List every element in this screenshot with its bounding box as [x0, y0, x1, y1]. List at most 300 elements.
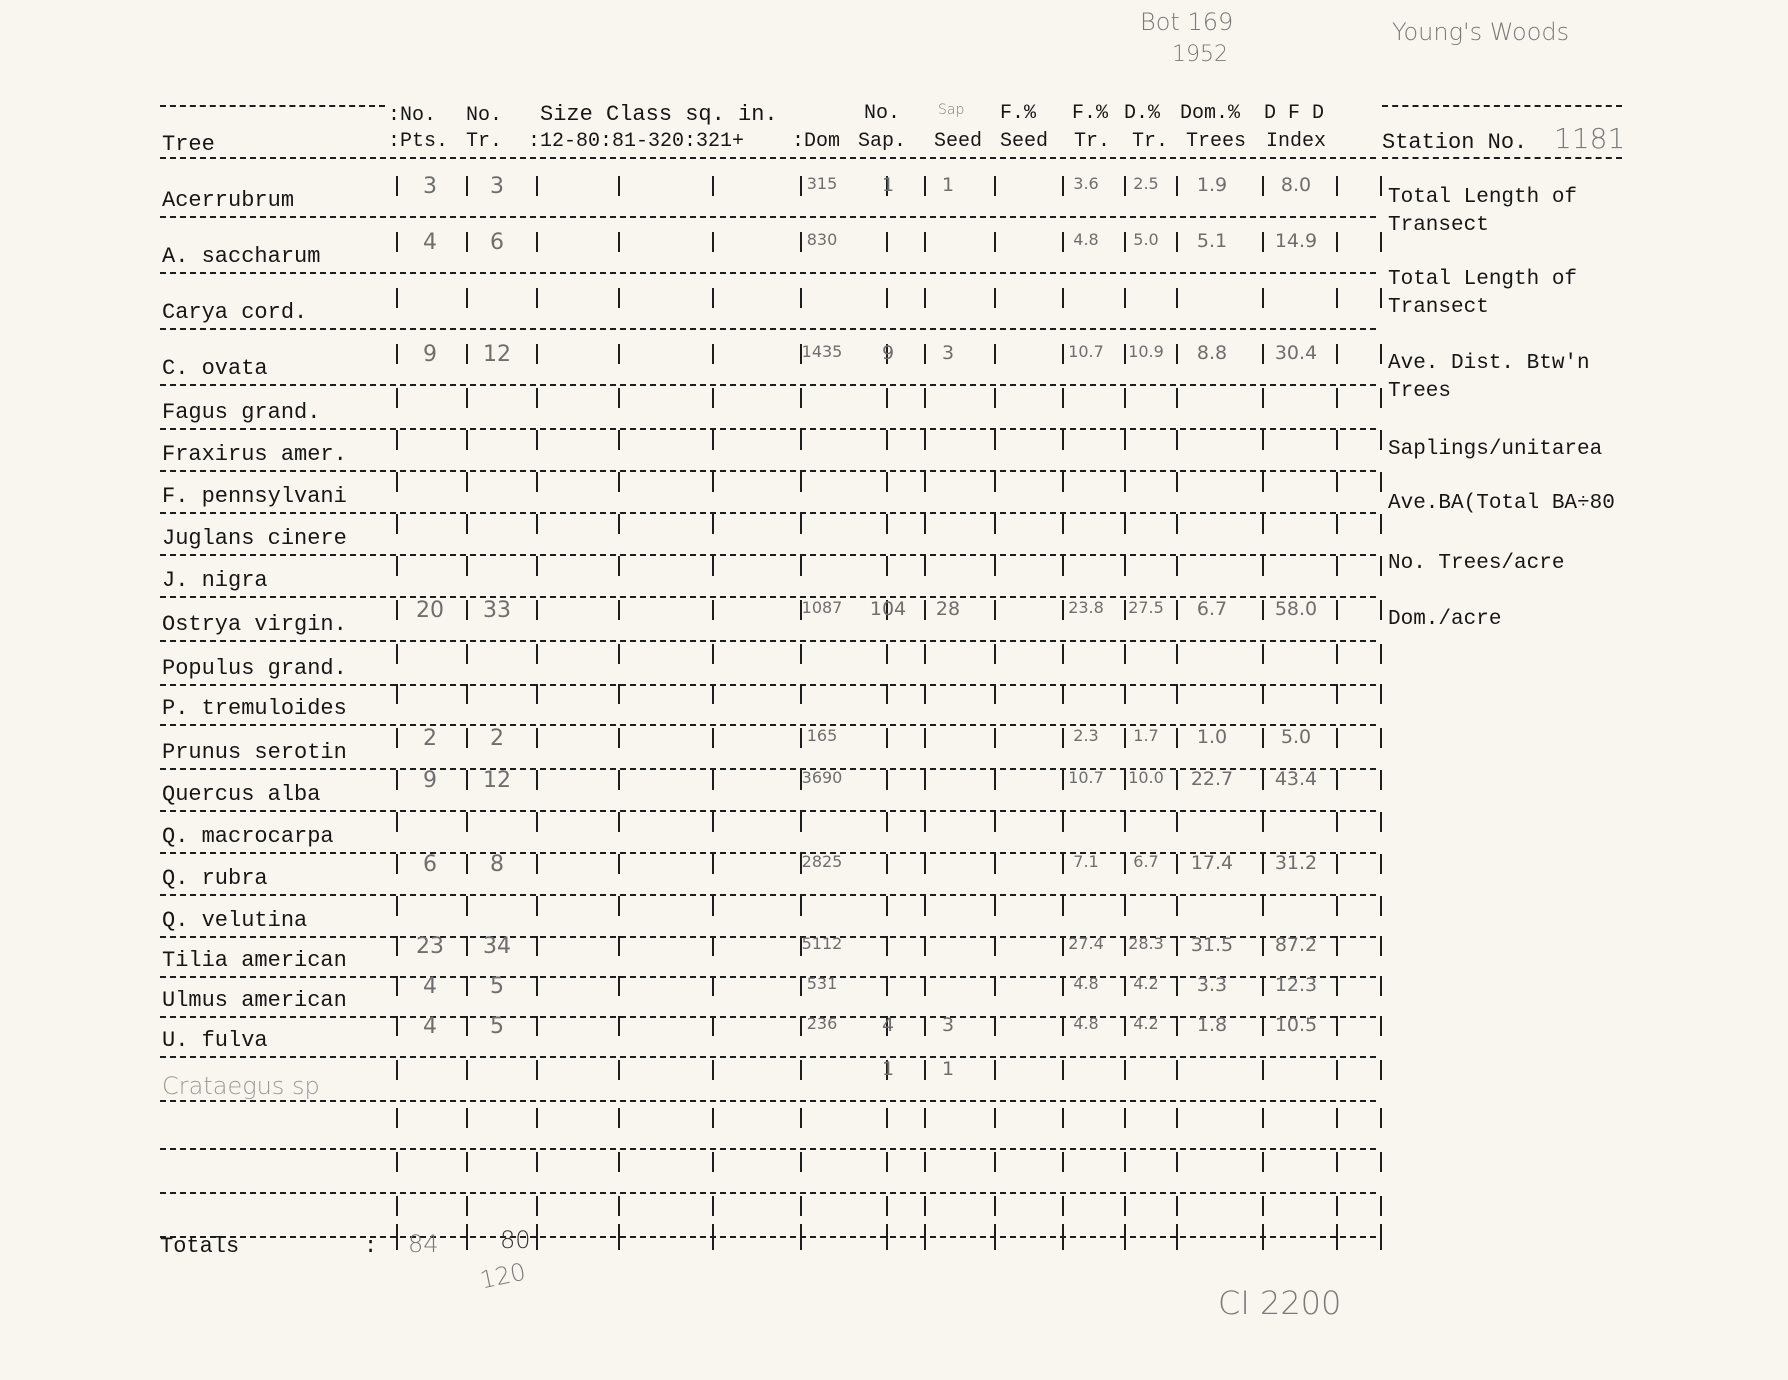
column-tick: [924, 1152, 926, 1172]
column-tick: [1336, 936, 1338, 956]
column-tick: [712, 770, 714, 790]
column-tick: [1062, 344, 1064, 364]
tree-name: J. nigra: [162, 568, 268, 593]
column-tick: [466, 472, 468, 492]
cell-domt: 5.1: [1196, 230, 1228, 252]
column-tick: [1262, 388, 1264, 408]
cell-idx: 31.2: [1274, 852, 1318, 874]
cell-tr: 6: [490, 230, 504, 255]
column-tick: [1262, 556, 1264, 576]
column-tick: [1380, 1196, 1382, 1216]
totals-tick: [800, 1224, 802, 1250]
column-tick: [1124, 728, 1126, 748]
column-tick: [1124, 232, 1126, 252]
column-tick: [1380, 812, 1382, 832]
column-tick: [618, 288, 620, 308]
column-tick: [924, 600, 926, 620]
col-header-d-tr-1: D.%: [1124, 102, 1161, 125]
cell-dom: 165: [806, 726, 838, 745]
column-tick: [618, 854, 620, 874]
summary-label: Dom./acre: [1388, 608, 1502, 631]
column-tick: [1380, 684, 1382, 704]
row-rule: [160, 554, 1376, 556]
column-tick: [466, 514, 468, 534]
station-label: Station No.: [1382, 130, 1528, 155]
column-tick: [536, 514, 538, 534]
column-tick: [886, 976, 888, 996]
column-tick: [466, 936, 468, 956]
column-tick: [1336, 1108, 1338, 1128]
column-tick: [712, 896, 714, 916]
summary-label: Total Length of Transect: [1388, 268, 1578, 319]
cell-sap: 1: [881, 1058, 895, 1080]
column-tick: [924, 344, 926, 364]
cell-dtr: 6.7: [1133, 852, 1159, 871]
row-rule: [160, 894, 1376, 896]
column-tick: [1176, 232, 1178, 252]
column-tick: [712, 728, 714, 748]
column-tick: [618, 472, 620, 492]
cell-dom: 2825: [801, 852, 843, 871]
col-header-no-pts-2: :Pts.: [388, 130, 449, 153]
col-header-d-tr-2: Tr.: [1132, 130, 1169, 153]
column-tick: [712, 1016, 714, 1036]
column-tick: [1336, 344, 1338, 364]
column-tick: [994, 976, 996, 996]
column-tick: [618, 684, 620, 704]
column-tick: [1336, 1016, 1338, 1036]
column-tick: [536, 430, 538, 450]
column-tick: [1062, 854, 1064, 874]
totals-tick: [536, 1224, 538, 1250]
cell-dtr: 28.3: [1128, 934, 1164, 953]
column-tick: [1336, 812, 1338, 832]
column-tick: [1062, 1152, 1064, 1172]
column-tick: [1124, 812, 1126, 832]
column-tick: [1176, 936, 1178, 956]
column-tick: [1176, 684, 1178, 704]
column-tick: [800, 1016, 802, 1036]
column-tick: [1380, 514, 1382, 534]
column-tick: [712, 854, 714, 874]
tree-name: A. saccharum: [162, 244, 321, 269]
column-tick: [1336, 430, 1338, 450]
column-tick: [1176, 556, 1178, 576]
column-tick: [1336, 556, 1338, 576]
column-tick: [1262, 1152, 1264, 1172]
row-rule: [160, 1056, 1376, 1058]
right-top-rule: [1382, 105, 1622, 107]
column-tick: [712, 430, 714, 450]
cell-tr: 12: [483, 342, 511, 367]
cell-sap: 104: [869, 598, 907, 620]
cell-idx: 8.0: [1280, 174, 1312, 196]
column-tick: [1380, 600, 1382, 620]
totals-colon: :: [364, 1234, 378, 1259]
column-tick: [886, 812, 888, 832]
totals-tick: [396, 1224, 398, 1250]
column-tick: [536, 1108, 538, 1128]
column-tick: [994, 232, 996, 252]
column-tick: [466, 854, 468, 874]
cell-domt: 1.8: [1196, 1014, 1228, 1036]
cell-dtr: 10.0: [1128, 768, 1164, 787]
cell-dom: 1435: [801, 342, 843, 361]
column-tick: [1062, 644, 1064, 664]
cell-idx: 12.3: [1274, 974, 1318, 996]
column-tick: [1176, 1152, 1178, 1172]
column-tick: [1176, 1060, 1178, 1080]
cell-idx: 5.0: [1280, 726, 1312, 748]
cell-ftr: 27.4: [1068, 934, 1104, 953]
row-rule: [160, 684, 1376, 686]
column-tick: [1062, 1196, 1064, 1216]
column-tick: [1176, 812, 1178, 832]
column-tick: [396, 770, 398, 790]
column-tick: [924, 1060, 926, 1080]
cell-pts: 3: [423, 174, 437, 199]
column-tick: [712, 684, 714, 704]
cell-idx: 14.9: [1274, 230, 1318, 252]
column-tick: [1062, 556, 1064, 576]
cell-pts: 4: [423, 974, 437, 999]
col-header-tree: Tree: [162, 132, 215, 157]
column-tick: [466, 1196, 468, 1216]
column-tick: [994, 556, 996, 576]
row-rule: [160, 640, 1376, 642]
column-tick: [1262, 1060, 1264, 1080]
column-tick: [536, 288, 538, 308]
row-rule: [160, 1236, 1376, 1238]
col-header-no-pts-1: :No.: [388, 104, 437, 127]
column-tick: [536, 388, 538, 408]
cell-seed: 3: [941, 342, 955, 364]
column-tick: [994, 770, 996, 790]
column-tick: [536, 176, 538, 196]
column-tick: [396, 812, 398, 832]
column-tick: [1176, 288, 1178, 308]
column-tick: [712, 514, 714, 534]
cell-dom: 830: [806, 230, 838, 249]
totals-pts: 84: [408, 1230, 439, 1258]
column-tick: [396, 514, 398, 534]
cell-dtr: 27.5: [1128, 598, 1164, 617]
column-tick: [396, 728, 398, 748]
column-tick: [396, 472, 398, 492]
column-tick: [886, 854, 888, 874]
column-tick: [1176, 728, 1178, 748]
column-tick: [712, 344, 714, 364]
column-tick: [924, 1016, 926, 1036]
cell-tr: 34: [483, 934, 511, 959]
cell-ftr: 2.3: [1073, 726, 1099, 745]
column-tick: [1380, 770, 1382, 790]
column-tick: [886, 472, 888, 492]
cell-tr: 5: [490, 1014, 504, 1039]
column-tick: [1336, 1060, 1338, 1080]
column-tick: [1380, 556, 1382, 576]
tree-name: Fagus grand.: [162, 400, 321, 425]
column-tick: [396, 388, 398, 408]
column-tick: [924, 644, 926, 664]
cell-pts: 9: [423, 342, 437, 367]
column-tick: [1062, 514, 1064, 534]
column-tick: [800, 232, 802, 252]
column-tick: [886, 388, 888, 408]
cell-domt: 3.3: [1196, 974, 1228, 996]
column-tick: [1336, 388, 1338, 408]
column-tick: [536, 232, 538, 252]
cell-dom: 3690: [801, 768, 843, 787]
column-tick: [1124, 936, 1126, 956]
cell-tr: 12: [483, 768, 511, 793]
tree-name: Q. rubra: [162, 866, 268, 891]
column-tick: [396, 288, 398, 308]
column-tick: [396, 556, 398, 576]
cell-sap: 9: [881, 342, 895, 364]
column-tick: [1380, 288, 1382, 308]
tree-name: Quercus alba: [162, 782, 321, 807]
col-header-dfd-2: Index: [1266, 130, 1327, 153]
tree-name: Ostrya virgin.: [162, 612, 347, 637]
column-tick: [1124, 644, 1126, 664]
column-tick: [886, 514, 888, 534]
column-tick: [536, 1196, 538, 1216]
column-tick: [924, 176, 926, 196]
column-tick: [1124, 896, 1126, 916]
column-tick: [536, 976, 538, 996]
totals-tick: [1262, 1224, 1264, 1250]
tree-name: Carya cord.: [162, 300, 308, 325]
column-tick: [1062, 288, 1064, 308]
column-tick: [1336, 854, 1338, 874]
column-tick: [536, 936, 538, 956]
column-tick: [924, 896, 926, 916]
column-tick: [618, 1108, 620, 1128]
cell-ftr: 4.8: [1073, 230, 1099, 249]
column-tick: [712, 232, 714, 252]
tree-name: Crataegus sp: [162, 1072, 320, 1100]
column-tick: [396, 176, 398, 196]
cell-pts: 2: [423, 726, 437, 751]
year-annotation: 1952: [1172, 42, 1228, 67]
column-tick: [1336, 600, 1338, 620]
column-tick: [466, 684, 468, 704]
column-tick: [466, 388, 468, 408]
column-tick: [712, 388, 714, 408]
column-tick: [466, 430, 468, 450]
col-header-seed: Seed: [934, 130, 983, 153]
column-tick: [1262, 644, 1264, 664]
column-tick: [1062, 1108, 1064, 1128]
column-tick: [618, 232, 620, 252]
column-tick: [1124, 1196, 1126, 1216]
column-tick: [466, 1108, 468, 1128]
col-header-f-tr-1: F.%: [1072, 102, 1109, 125]
column-tick: [618, 1152, 620, 1172]
row-rule: [160, 1148, 1376, 1150]
column-tick: [1262, 1016, 1264, 1036]
summary-label: Ave.BA(Total BA÷80: [1388, 492, 1615, 515]
column-tick: [1062, 1060, 1064, 1080]
column-tick: [1176, 1196, 1178, 1216]
tree-name: Fraxirus amer.: [162, 442, 347, 467]
column-tick: [466, 1016, 468, 1036]
column-tick: [712, 600, 714, 620]
column-tick: [800, 812, 802, 832]
tree-name: Tilia american: [162, 948, 347, 973]
cell-tr: 5: [490, 974, 504, 999]
column-tick: [466, 176, 468, 196]
column-tick: [396, 936, 398, 956]
cell-domt: 22.7: [1190, 768, 1234, 790]
tree-name: Juglans cinere: [162, 526, 347, 551]
column-tick: [994, 600, 996, 620]
column-tick: [1176, 770, 1178, 790]
site-annotation: Young's Woods: [1392, 18, 1570, 46]
column-tick: [924, 556, 926, 576]
column-tick: [1380, 644, 1382, 664]
column-tick: [1336, 176, 1338, 196]
totals-tick: [1124, 1224, 1126, 1250]
column-tick: [994, 514, 996, 534]
right-header-rule: [1382, 157, 1622, 159]
totals-tick: [1062, 1224, 1064, 1250]
cell-sap: 4: [881, 1014, 895, 1036]
column-tick: [1124, 430, 1126, 450]
cell-dtr: 1.7: [1133, 726, 1159, 745]
column-tick: [466, 976, 468, 996]
column-tick: [924, 684, 926, 704]
cell-seed: 3: [941, 1014, 955, 1036]
cell-idx: 58.0: [1274, 598, 1318, 620]
column-tick: [1124, 600, 1126, 620]
column-tick: [1380, 936, 1382, 956]
column-tick: [618, 556, 620, 576]
column-tick: [886, 936, 888, 956]
column-tick: [466, 344, 468, 364]
cell-idx: 30.4: [1274, 342, 1318, 364]
column-tick: [1124, 770, 1126, 790]
column-tick: [536, 1060, 538, 1080]
column-tick: [994, 896, 996, 916]
column-tick: [536, 1152, 538, 1172]
column-tick: [1062, 176, 1064, 196]
column-tick: [536, 472, 538, 492]
row-rule: [160, 724, 1376, 726]
column-tick: [1176, 1016, 1178, 1036]
header-top-rule: [160, 105, 385, 107]
column-tick: [1336, 770, 1338, 790]
row-rule: [160, 428, 1376, 430]
column-tick: [1336, 976, 1338, 996]
cell-domt: 17.4: [1190, 852, 1234, 874]
column-tick: [712, 976, 714, 996]
column-tick: [1336, 472, 1338, 492]
col-header-f-tr-2: Tr.: [1074, 130, 1111, 153]
column-tick: [536, 1016, 538, 1036]
col-header-dom: :Dom: [792, 130, 841, 153]
totals-tick: [994, 1224, 996, 1250]
column-tick: [1262, 770, 1264, 790]
cell-dtr: 2.5: [1133, 174, 1159, 193]
cell-pts: 20: [416, 598, 444, 623]
column-tick: [994, 176, 996, 196]
column-tick: [886, 288, 888, 308]
column-tick: [924, 1196, 926, 1216]
column-tick: [1336, 288, 1338, 308]
column-tick: [886, 728, 888, 748]
row-rule: [160, 272, 1376, 274]
column-tick: [1176, 600, 1178, 620]
column-tick: [886, 644, 888, 664]
row-rule: [160, 470, 1376, 472]
column-tick: [1336, 896, 1338, 916]
column-tick: [994, 644, 996, 664]
col-header-no-tr-1: No.: [466, 104, 503, 127]
column-tick: [924, 388, 926, 408]
cell-sap: 1: [881, 174, 895, 196]
column-tick: [618, 1060, 620, 1080]
col-header-size-ranges: :12-80:81-320:321+: [528, 130, 745, 153]
column-tick: [536, 728, 538, 748]
column-tick: [1380, 1060, 1382, 1080]
column-tick: [1062, 232, 1064, 252]
column-tick: [924, 288, 926, 308]
col-header-f-seed-2: Seed: [1000, 130, 1049, 153]
column-tick: [466, 232, 468, 252]
column-tick: [1380, 430, 1382, 450]
column-tick: [1124, 976, 1126, 996]
cell-ftr: 10.7: [1068, 342, 1104, 361]
summary-label: No. Trees/acre: [1388, 552, 1565, 575]
column-tick: [994, 936, 996, 956]
column-tick: [536, 684, 538, 704]
column-tick: [886, 430, 888, 450]
totals-tick: [1336, 1224, 1338, 1250]
column-tick: [1176, 896, 1178, 916]
column-tick: [618, 896, 620, 916]
column-tick: [924, 728, 926, 748]
tree-name: Q. velutina: [162, 908, 308, 933]
column-tick: [924, 514, 926, 534]
col-header-no-sap-1: No.: [864, 102, 901, 125]
column-tick: [1062, 430, 1064, 450]
column-tick: [466, 1152, 468, 1172]
col-header-f-seed-1: F.%: [1000, 102, 1037, 125]
column-tick: [396, 344, 398, 364]
column-tick: [1262, 936, 1264, 956]
column-tick: [712, 1108, 714, 1128]
column-tick: [396, 644, 398, 664]
tree-name: U. fulva: [162, 1028, 268, 1053]
column-tick: [1262, 854, 1264, 874]
cell-dom: 531: [806, 974, 838, 993]
column-tick: [1176, 1108, 1178, 1128]
column-tick: [1176, 430, 1178, 450]
col-header-no-sap-2: Sap.: [858, 130, 907, 153]
column-tick: [712, 644, 714, 664]
cell-ftr: 7.1: [1073, 852, 1099, 871]
column-tick: [1262, 232, 1264, 252]
column-tick: [886, 232, 888, 252]
column-tick: [994, 1152, 996, 1172]
column-tick: [712, 1060, 714, 1080]
column-tick: [800, 514, 802, 534]
col-header-seed-note: Sap: [938, 102, 965, 118]
cell-domt: 31.5: [1190, 934, 1234, 956]
cell-ftr: 10.7: [1068, 768, 1104, 787]
